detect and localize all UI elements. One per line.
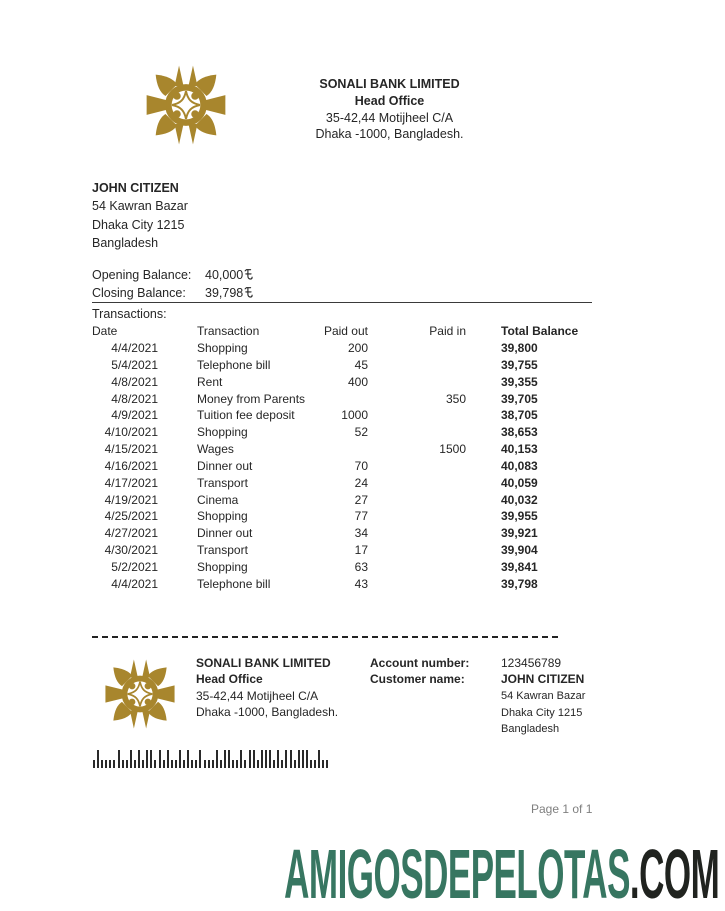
barcode-bar: [126, 760, 128, 768]
customer-address-line1: 54 Kawran Bazar: [92, 199, 188, 214]
cell-date: 4/10/2021: [104, 425, 158, 440]
barcode-bar: [204, 760, 206, 768]
cell-transaction: Shopping: [197, 341, 248, 355]
barcode-bar: [306, 750, 308, 768]
cell-paid-out: 1000: [341, 408, 368, 423]
cell-paid-in: 350: [445, 391, 466, 406]
opening-balance-label: Opening Balance:: [92, 268, 192, 282]
barcode-bar: [285, 750, 287, 768]
page-number: Page 1 of 1: [531, 802, 593, 816]
cell-date: 4/15/2021: [104, 442, 158, 457]
closing-balance-row: [92, 284, 253, 302]
barcode-bar: [244, 760, 246, 768]
cell-paid-in: [368, 340, 472, 357]
barcode-bar: [118, 750, 120, 768]
barcode-bar: [199, 750, 201, 768]
cell-paid-out: 52: [354, 425, 368, 440]
barcode-bar: [130, 750, 132, 768]
customer-address-line2: Dhaka City 1215: [92, 217, 185, 232]
cell-transaction: Cinema: [197, 492, 239, 507]
bank-name: SONALI BANK LIMITED: [319, 77, 460, 91]
cell-date: 4/4/2021: [111, 341, 158, 355]
footer-customer-address-line1: 54 Kawran Bazar: [501, 690, 586, 702]
barcode-bar: [269, 750, 271, 768]
barcode-bar: [228, 750, 230, 768]
balances-block: [92, 266, 253, 302]
closing-balance-value: 39,798: [205, 284, 253, 302]
cell-paid-out: 45: [354, 357, 368, 372]
cell-transaction: Money from Parents: [197, 391, 306, 406]
taka-currency-icon: [244, 286, 253, 299]
transactions-section-label: Transactions:: [92, 307, 167, 321]
cell-transaction: Shopping: [197, 425, 248, 440]
account-number-label: Account number:: [370, 656, 470, 670]
postal-barcode: [93, 750, 330, 768]
cell-date: 5/2/2021: [111, 559, 158, 574]
barcode-bar: [216, 750, 218, 768]
cell-paid-in: [368, 542, 472, 559]
barcode-bar: [208, 760, 210, 768]
cell-total-balance: 39,921: [501, 526, 538, 541]
barcode-bar: [142, 760, 144, 768]
cell-paid-out: [316, 391, 368, 408]
barcode-bar: [154, 760, 156, 768]
table-row: [92, 542, 592, 559]
cell-total-balance: 39,755: [501, 357, 538, 372]
cell-transaction: Wages: [197, 442, 234, 457]
footer-bank-block: [196, 655, 338, 721]
cell-date: 4/8/2021: [111, 374, 158, 389]
barcode-bar: [159, 750, 161, 768]
table-row: [92, 441, 592, 458]
column-header-date: Date: [92, 324, 118, 338]
cell-date: 4/17/2021: [104, 475, 158, 490]
barcode-bar: [224, 750, 226, 768]
table-header-row: [92, 323, 592, 340]
table-row: [92, 458, 592, 475]
cell-date: 5/4/2021: [111, 357, 158, 372]
cell-paid-in: [368, 424, 472, 441]
barcode-bar: [167, 750, 169, 768]
cell-transaction: Transport: [197, 475, 248, 490]
table-body: [92, 340, 592, 593]
cell-paid-in: [368, 508, 472, 525]
barcode-bar: [220, 760, 222, 768]
opening-balance-value: 40,000: [205, 266, 253, 284]
column-header-transaction: Transaction: [197, 324, 260, 338]
barcode-bar: [122, 760, 124, 768]
transactions-table: [92, 302, 592, 593]
barcode-bar: [195, 760, 197, 768]
cell-total-balance: 40,059: [501, 475, 538, 490]
table-row: [92, 525, 592, 542]
barcode-bar: [93, 760, 95, 768]
cell-date: 4/4/2021: [111, 576, 158, 591]
bank-address-line2: Dhaka -1000, Bangladesh.: [315, 127, 464, 142]
barcode-bar: [183, 760, 185, 768]
cell-transaction: Tuition fee deposit: [197, 408, 295, 423]
table-row: [92, 559, 592, 576]
cell-paid-out: [316, 441, 368, 458]
cell-paid-in: [368, 492, 472, 509]
cell-paid-in: [368, 475, 472, 492]
barcode-bar: [105, 760, 107, 768]
footer-customer-address-line2: Dhaka City 1215: [501, 706, 583, 719]
cell-date: 4/25/2021: [104, 509, 158, 524]
footer-customer-name: JOHN CITIZEN: [501, 672, 585, 687]
cell-transaction: Telephone bill: [197, 576, 271, 591]
footer-bank-address-line2: Dhaka -1000, Bangladesh.: [196, 705, 339, 720]
barcode-bar: [273, 760, 275, 768]
table-row: [92, 407, 592, 424]
barcode-bar: [290, 750, 292, 768]
barcode-bar: [257, 760, 259, 768]
cell-total-balance: 39,355: [501, 374, 538, 389]
cell-paid-out: 77: [354, 509, 368, 524]
closing-balance-label: Closing Balance:: [92, 286, 186, 301]
table-row: [92, 374, 592, 391]
cell-paid-out: 24: [354, 475, 368, 490]
barcode-bar: [236, 760, 238, 768]
cell-total-balance: 40,153: [501, 442, 538, 457]
cell-paid-in: 1500: [439, 442, 466, 457]
cell-date: 4/19/2021: [104, 492, 158, 507]
cell-transaction: Dinner out: [197, 458, 253, 473]
table-row: [92, 424, 592, 441]
cell-total-balance: 38,653: [501, 425, 538, 440]
barcode-bar: [294, 760, 296, 768]
footer-customer-address-line3: Bangladesh: [501, 723, 560, 736]
column-header-paid-out: Paid out: [323, 324, 368, 338]
dashed-separator: [92, 636, 558, 638]
footer-bank-address-line1: 35-42,44 Motijheel C/A: [196, 688, 319, 703]
taka-currency-icon: [244, 268, 253, 281]
bank-address-line1: 35-42,44 Motijheel C/A: [325, 110, 454, 125]
cell-date: 4/9/2021: [111, 408, 158, 423]
cell-transaction: Shopping: [197, 559, 248, 574]
barcode-bar: [101, 760, 103, 768]
cell-total-balance: 39,798: [501, 576, 538, 591]
barcode-bar: [302, 750, 304, 768]
watermark-tld-text: .COM: [629, 835, 719, 911]
barcode-bar: [310, 760, 312, 768]
cell-paid-in: [368, 407, 472, 424]
cell-paid-in: [368, 458, 472, 475]
customer-address-line3: Bangladesh: [92, 236, 159, 251]
bank-header-block: [252, 76, 527, 143]
barcode-bar: [191, 760, 193, 768]
footer-bank-office: Head Office: [196, 672, 263, 687]
barcode-bar: [326, 760, 328, 768]
barcode-bar: [249, 750, 251, 768]
cell-paid-in: [368, 374, 472, 391]
cell-paid-in: [368, 525, 472, 542]
barcode-bar: [265, 750, 267, 768]
barcode-bar: [163, 760, 165, 768]
barcode-bar: [277, 750, 279, 768]
barcode-bar: [146, 750, 148, 768]
cell-total-balance: 39,841: [501, 559, 538, 574]
account-number-value: 123456789: [501, 656, 562, 670]
cell-paid-in: [368, 576, 472, 593]
cell-total-balance: 39,955: [501, 509, 538, 524]
barcode-bar: [171, 760, 173, 768]
cell-total-balance: 40,032: [501, 492, 538, 507]
barcode-bar: [179, 750, 181, 768]
cell-date: 4/30/2021: [104, 543, 158, 558]
barcode-bar: [281, 760, 283, 768]
customer-address-block: [92, 179, 188, 253]
column-header-total-balance: Total Balance: [501, 324, 579, 338]
barcode-bar: [138, 750, 140, 768]
table-row: [92, 475, 592, 492]
bank-office: Head Office: [354, 93, 425, 108]
cell-paid-in: [368, 559, 472, 576]
barcode-bar: [253, 750, 255, 768]
cell-paid-out: 70: [354, 458, 368, 473]
cell-total-balance: 40,083: [501, 458, 538, 473]
cell-total-balance: 38,705: [501, 408, 538, 423]
column-header-paid-in: Paid in: [429, 324, 466, 338]
cell-paid-out: 34: [354, 526, 368, 541]
sonali-bank-logo-icon: [104, 658, 176, 730]
table-row: [92, 492, 592, 509]
barcode-bar: [322, 760, 324, 768]
barcode-bar: [113, 760, 115, 768]
table-row: [92, 508, 592, 525]
table-row: [92, 576, 592, 593]
cell-paid-out: 400: [347, 374, 368, 389]
cell-paid-out: 27: [354, 492, 368, 507]
table-row: [92, 357, 592, 374]
cell-transaction: Transport: [197, 543, 248, 558]
cell-transaction: Shopping: [197, 509, 248, 524]
barcode-bar: [212, 760, 214, 768]
barcode-bar: [261, 750, 263, 768]
footer-labels-block: [370, 655, 469, 688]
cell-paid-out: 200: [347, 341, 368, 355]
barcode-bar: [175, 760, 177, 768]
cell-paid-out: 63: [354, 559, 368, 574]
barcode-bar: [232, 760, 234, 768]
footer-bank-name: SONALI BANK LIMITED: [196, 656, 331, 670]
cell-transaction: Rent: [197, 374, 223, 389]
barcode-bar: [134, 760, 136, 768]
barcode-bar: [150, 750, 152, 768]
cell-paid-in: [368, 357, 472, 374]
watermark: [283, 835, 719, 911]
barcode-bar: [298, 750, 300, 768]
table-row: [92, 391, 592, 408]
cell-date: 4/8/2021: [111, 391, 158, 406]
cell-total-balance: 39,705: [501, 391, 538, 406]
cell-transaction: Telephone bill: [197, 357, 271, 372]
barcode-bar: [109, 760, 111, 768]
cell-transaction: Dinner out: [197, 526, 253, 541]
barcode-bar: [318, 750, 320, 768]
barcode-bar: [314, 760, 316, 768]
cell-total-balance: 39,904: [501, 543, 538, 558]
table-row: [92, 340, 592, 357]
barcode-bar: [97, 750, 99, 768]
customer-name: JOHN CITIZEN: [92, 181, 179, 195]
watermark-site-text: AMIGOSDEPELOTAS: [283, 835, 630, 911]
barcode-bar: [240, 750, 242, 768]
barcode-bar: [187, 750, 189, 768]
opening-balance-row: [92, 266, 253, 284]
cell-paid-out: 17: [354, 543, 368, 558]
customer-name-label: Customer name:: [370, 672, 465, 687]
sonali-bank-logo-icon: [145, 64, 227, 146]
cell-date: 4/27/2021: [104, 526, 158, 541]
cell-total-balance: 39,800: [501, 341, 538, 355]
cell-date: 4/16/2021: [104, 458, 158, 473]
cell-paid-out: 43: [354, 576, 368, 591]
footer-values-block: [501, 655, 585, 738]
